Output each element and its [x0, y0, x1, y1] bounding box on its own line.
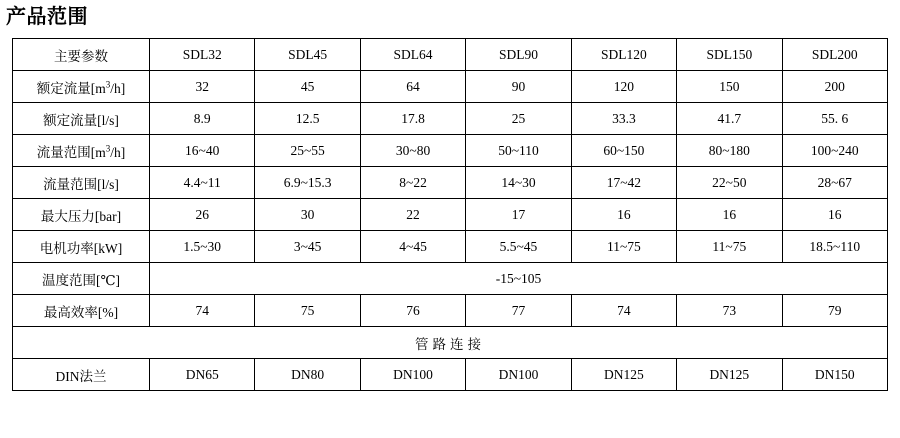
table-header-row — [13, 39, 888, 71]
product-range-page — [0, 6, 900, 438]
cell: 16 — [677, 199, 782, 231]
cell: 55. 6 — [782, 103, 887, 135]
cell: 6.9~15.3 — [255, 167, 360, 199]
cell: 12.5 — [255, 103, 360, 135]
table-row — [13, 231, 888, 263]
specification-table — [12, 38, 888, 391]
cell-temperature-range-merged: -15~105 — [150, 263, 888, 295]
cell: 90 — [466, 71, 571, 103]
cell: 75 — [255, 295, 360, 327]
section-title-pipe-connection: 管路连接 — [13, 327, 888, 359]
cell: 4~45 — [360, 231, 465, 263]
row-label-flow-range-ls: 流量范围[l/s] — [13, 167, 150, 199]
table-row — [13, 263, 888, 295]
cell: 4.4~11 — [150, 167, 255, 199]
cell: DN100 — [466, 359, 571, 391]
cell: DN125 — [677, 359, 782, 391]
cell: DN80 — [255, 359, 360, 391]
spec-table-container — [12, 38, 888, 391]
table-section-row — [13, 327, 888, 359]
header-cell-model-6: SDL150 — [677, 39, 782, 71]
page-title: 产品范围 — [6, 6, 88, 28]
header-cell-model-1: SDL32 — [150, 39, 255, 71]
table-row — [13, 135, 888, 167]
cell: 100~240 — [782, 135, 887, 167]
cell: 60~150 — [571, 135, 676, 167]
cell: 17.8 — [360, 103, 465, 135]
row-label-motor-power: 电机功率[kW] — [13, 231, 150, 263]
cell: 3~45 — [255, 231, 360, 263]
cell: 79 — [782, 295, 887, 327]
cell: 150 — [677, 71, 782, 103]
cell: 17 — [466, 199, 571, 231]
cell: DN150 — [782, 359, 887, 391]
cell: 200 — [782, 71, 887, 103]
cell: 14~30 — [466, 167, 571, 199]
superscript: 3 — [105, 79, 111, 89]
cell: 8.9 — [150, 103, 255, 135]
cell: 22 — [360, 199, 465, 231]
table-row — [13, 167, 888, 199]
cell: 16 — [782, 199, 887, 231]
table-row — [13, 359, 888, 391]
table-row — [13, 295, 888, 327]
cell: 80~180 — [677, 135, 782, 167]
cell: DN125 — [571, 359, 676, 391]
cell: 16~40 — [150, 135, 255, 167]
cell: 73 — [677, 295, 782, 327]
cell: 1.5~30 — [150, 231, 255, 263]
cell: 17~42 — [571, 167, 676, 199]
cell: 41.7 — [677, 103, 782, 135]
cell: 5.5~45 — [466, 231, 571, 263]
cell: DN100 — [360, 359, 465, 391]
row-label-rated-flow-ls: 额定流量[l/s] — [13, 103, 150, 135]
row-label-flow-range-m3h: 流量范围$[m^3/h]$ — [13, 135, 150, 167]
row-label-temperature-range: 温度范围[℃] — [13, 263, 150, 295]
cell: 50~110 — [466, 135, 571, 167]
header-cell-model-3: SDL64 — [360, 39, 465, 71]
cell: 76 — [360, 295, 465, 327]
table-row — [13, 103, 888, 135]
cell: 22~50 — [677, 167, 782, 199]
cell: 25 — [466, 103, 571, 135]
cell: 26 — [150, 199, 255, 231]
cell: 11~75 — [571, 231, 676, 263]
cell: 64 — [360, 71, 465, 103]
table-row — [13, 71, 888, 103]
row-label-max-efficiency: 最高效率[%] — [13, 295, 150, 327]
cell: 74 — [150, 295, 255, 327]
cell: 16 — [571, 199, 676, 231]
row-label-max-pressure: 最大压力[bar] — [13, 199, 150, 231]
cell: 25~55 — [255, 135, 360, 167]
header-cell-parameter: 主要参数 — [13, 39, 150, 71]
cell: 11~75 — [677, 231, 782, 263]
header-cell-model-2: SDL45 — [255, 39, 360, 71]
cell: 28~67 — [782, 167, 887, 199]
row-label-rated-flow-m3h: 额定流量$[m^3/h]$ — [13, 71, 150, 103]
table-row — [13, 199, 888, 231]
cell: 30 — [255, 199, 360, 231]
row-label-din-flange: DIN法兰 — [13, 359, 150, 391]
header-cell-model-7: SDL200 — [782, 39, 887, 71]
cell: 30~80 — [360, 135, 465, 167]
cell: 77 — [466, 295, 571, 327]
cell: 45 — [255, 71, 360, 103]
cell: 33.3 — [571, 103, 676, 135]
cell: 120 — [571, 71, 676, 103]
header-cell-model-5: SDL120 — [571, 39, 676, 71]
superscript: 3 — [105, 143, 111, 153]
cell: 18.5~110 — [782, 231, 887, 263]
cell: 8~22 — [360, 167, 465, 199]
cell: DN65 — [150, 359, 255, 391]
cell: 74 — [571, 295, 676, 327]
header-cell-model-4: SDL90 — [466, 39, 571, 71]
cell: 32 — [150, 71, 255, 103]
